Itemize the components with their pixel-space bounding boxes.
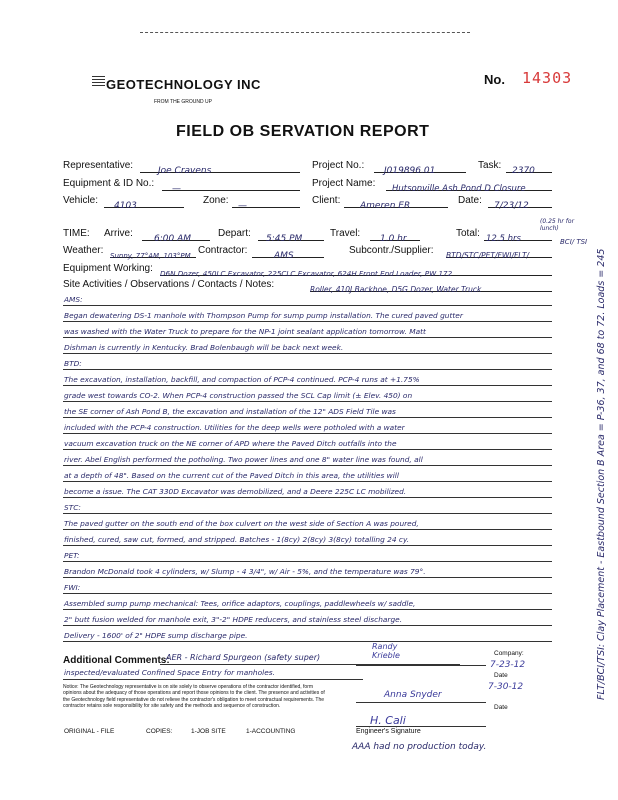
project-no-label: Project No.:	[312, 160, 365, 171]
site-field	[310, 279, 552, 292]
project-no-field	[374, 160, 466, 176]
project-no-value: J019896.01	[384, 166, 436, 176]
project-name-field	[386, 178, 552, 194]
subcontr-extra: BCI/ TSI	[560, 238, 588, 246]
vehicle-label: Vehicle:	[63, 195, 99, 206]
contractor-label: Contractor:	[198, 245, 248, 256]
sig-date-label-2: Date	[494, 704, 508, 711]
note-line: Dishman is currently in Kentucky. Brad Bolenbaugh will be back next week.	[64, 343, 344, 352]
note-line: 2" butt fusion welded for manhole exit, 3"-2" HDPE reducers, and stainless steel discharge.	[64, 615, 403, 624]
zone-field	[232, 195, 300, 211]
travel-field	[370, 228, 420, 244]
additional-comments-label: Additional Comments:	[63, 655, 170, 666]
signature-line	[356, 702, 486, 703]
note-line: STC:	[64, 503, 81, 512]
site-label: Site Activities / Observations / Contacts / Notes:	[63, 279, 275, 290]
note-line: Delivery - 1600' of 2" HDPE sump discharge pipe.	[64, 631, 248, 640]
date-label: Date:	[458, 195, 482, 206]
aaa-note: AAA had no production today.	[352, 742, 487, 752]
company-name: GEOTECHNOLOGY INC	[106, 77, 261, 92]
zone-value: —	[238, 201, 247, 211]
note-line: grade west towards CO-2. When PCP-4 construction passed the SCL Cap limit (± Elev. 450) on	[64, 391, 413, 400]
logo-icon	[92, 76, 105, 87]
representative-label: Representative:	[63, 160, 134, 171]
weather-value: Sunny, 77°AM, 103°PM	[110, 252, 191, 260]
project-name-label: Project Name:	[312, 178, 376, 189]
top-marks	[140, 32, 470, 35]
note-line: Brandon McDonald took 4 cylinders, w/ Slump - 4 3/4", w/ Air - 5%, and the temperature was 79°.	[64, 567, 426, 576]
engineer-signature-label: Engineer's Signature	[356, 728, 421, 735]
task-value: 2370	[512, 166, 535, 176]
note-line: Assembled sump pump mechanical: Tees, orifice adaptors, couplings, paddlewheels w/ saddle,	[64, 599, 416, 608]
arrive-field	[142, 228, 210, 244]
client-value: Ameren ER	[360, 201, 411, 211]
company-tagline: FROM THE GROUND UP	[154, 99, 212, 105]
vehicle-value: 4103	[114, 201, 137, 211]
note-line: river. Abel English performed the potholing. Two power lines and one 8" water line was found, all	[64, 455, 423, 464]
note-line: finished, cured, saw cut, formed, and stripped. Batches - 1(8cy) 2(8cy) 3(8cy) totalling 24 cy.	[64, 535, 410, 544]
note-line: at a depth of 48". Based on the current cut of the Paved Ditch in this area, the utilities will	[64, 471, 399, 480]
equipment-field	[162, 178, 300, 194]
depart-value: 5:45 PM	[266, 234, 303, 244]
sig-date-label-1: Date	[494, 672, 508, 679]
form-title: FIELD OB SERVATION REPORT	[176, 123, 430, 140]
footer-original: ORIGINAL - FILE	[64, 728, 115, 735]
subcontr-label: Subcontr./Supplier:	[349, 245, 434, 256]
footer-job-site: 1-JOB SITE	[191, 728, 226, 735]
note-line: PET:	[64, 551, 80, 560]
equipment-label: Equipment & ID No.:	[63, 178, 155, 189]
depart-label: Depart:	[218, 228, 251, 239]
company-label: Company:	[494, 650, 524, 657]
note-line: AMS:	[64, 295, 83, 304]
signature-line	[356, 726, 486, 727]
equipment-working-field	[160, 263, 552, 276]
vehicle-field	[104, 195, 184, 211]
note-line: the SE corner of Ash Pond B, the excavation and installation of the 12" ADS Field Tile was	[64, 407, 396, 416]
notice-text: Notice: The Geotechnology representative is on site solely to observe operations of the contractor identified, form opinions about the adequacy of those operations and report those opinions to the client. The presence and activities of the Geotechnology field representative do not relieve the contractor's obligation to meet contractual requirements. The contractor retains sole responsibility for site safety and the methods and sequence of construction.	[63, 684, 325, 710]
note-line: was washed with the Water Truck to prepare for the NP-1 joint sealant application tomorrow. Matt	[64, 327, 426, 336]
subcontr-value: BTD/STC/PET/FWI/FLT/	[446, 251, 530, 260]
report-number: 14303	[522, 69, 573, 87]
note-line: Began dewatering DS-1 manhole with Thompson Pump for sump pump installation. The cured paved gutter	[64, 311, 463, 320]
side-note: FLT/BCI/TSI: Clay Placement - Eastbound Section B Area = P-36, 37, and 68 to 72. Loads = 245	[596, 248, 607, 700]
total-value: 12.5 hrs	[486, 234, 521, 244]
footer-copies: COPIES:	[146, 728, 173, 735]
contractor-value: AMS	[274, 251, 294, 261]
date-field	[488, 195, 552, 211]
equipment-working-label: Equipment Working:	[63, 263, 153, 274]
note-line: The paved gutter on the south end of the box culvert on the west side of Section A was poured,	[64, 519, 419, 528]
note-line: become a issue. The CAT 330D Excavator was demobilized, and a Deere 225C LC mobilized.	[64, 487, 407, 496]
total-note: (0.25 hr for lunch)	[540, 218, 575, 232]
report-no-label: No.	[484, 72, 505, 87]
zone-label: Zone:	[203, 195, 229, 206]
note-line: The excavation, installation, backfill, and compaction of PCP-4 continued. PCP-4 runs at +1.75%	[64, 375, 420, 384]
note-line: FWI:	[64, 583, 81, 592]
note-line: vacuum excavation truck on the NE corner of APD where the Paved Ditch outfalls into the	[64, 439, 397, 448]
sig-date-1: 7-23-12	[490, 660, 526, 670]
weather-label: Weather:	[63, 245, 104, 256]
rep-signature: Anna Snyder	[384, 690, 442, 700]
additional-comments-line2: inspected/evaluated Confined Space Entry for manholes.	[64, 668, 275, 677]
engineer-signature: H. Cali	[370, 714, 406, 727]
project-name-value: Hutsonville Ash Pond D Closure	[392, 184, 526, 194]
travel-value: 1.0 hr	[380, 234, 407, 244]
note-line: included with the PCP-4 construction. Utilities for the deep wells were potholed with a water	[64, 423, 405, 432]
time-label: TIME:	[63, 228, 90, 239]
task-label: Task:	[478, 160, 502, 171]
task-field	[506, 160, 552, 176]
representative-field	[140, 160, 300, 176]
subcontr-field	[446, 245, 552, 258]
footer-accounting: 1-ACCOUNTING	[246, 728, 296, 735]
date-value: 7/23/12	[494, 201, 529, 211]
client-field	[344, 195, 448, 211]
arrive-label: Arrive:	[104, 228, 133, 239]
weather-field	[110, 245, 196, 258]
site-value: Roller, 410J Backhoe, D5G Dozer, Water Truck	[310, 285, 482, 294]
representative-value: Joe Cravens	[158, 166, 212, 176]
additional-comments-line1: AER - Richard Spurgeon (safety super)	[166, 653, 321, 662]
total-label: Total:	[456, 228, 480, 239]
note-line: BTD:	[64, 359, 82, 368]
arrive-value: 6:00 AM	[154, 234, 191, 244]
equipment-value: —	[172, 184, 181, 194]
equipment-working-value: D6N Dozer, 450LC Excavator, 225CLC Excavator, 624H Front End Loader, PW 172	[160, 269, 453, 278]
depart-field	[258, 228, 324, 244]
rep-signature: Randy Krieble	[372, 642, 400, 660]
signature-line	[356, 665, 486, 666]
client-label: Client:	[312, 195, 341, 206]
travel-label: Travel:	[330, 228, 361, 239]
sig-date-2: 7-30-12	[488, 682, 524, 692]
contractor-field	[252, 245, 324, 261]
